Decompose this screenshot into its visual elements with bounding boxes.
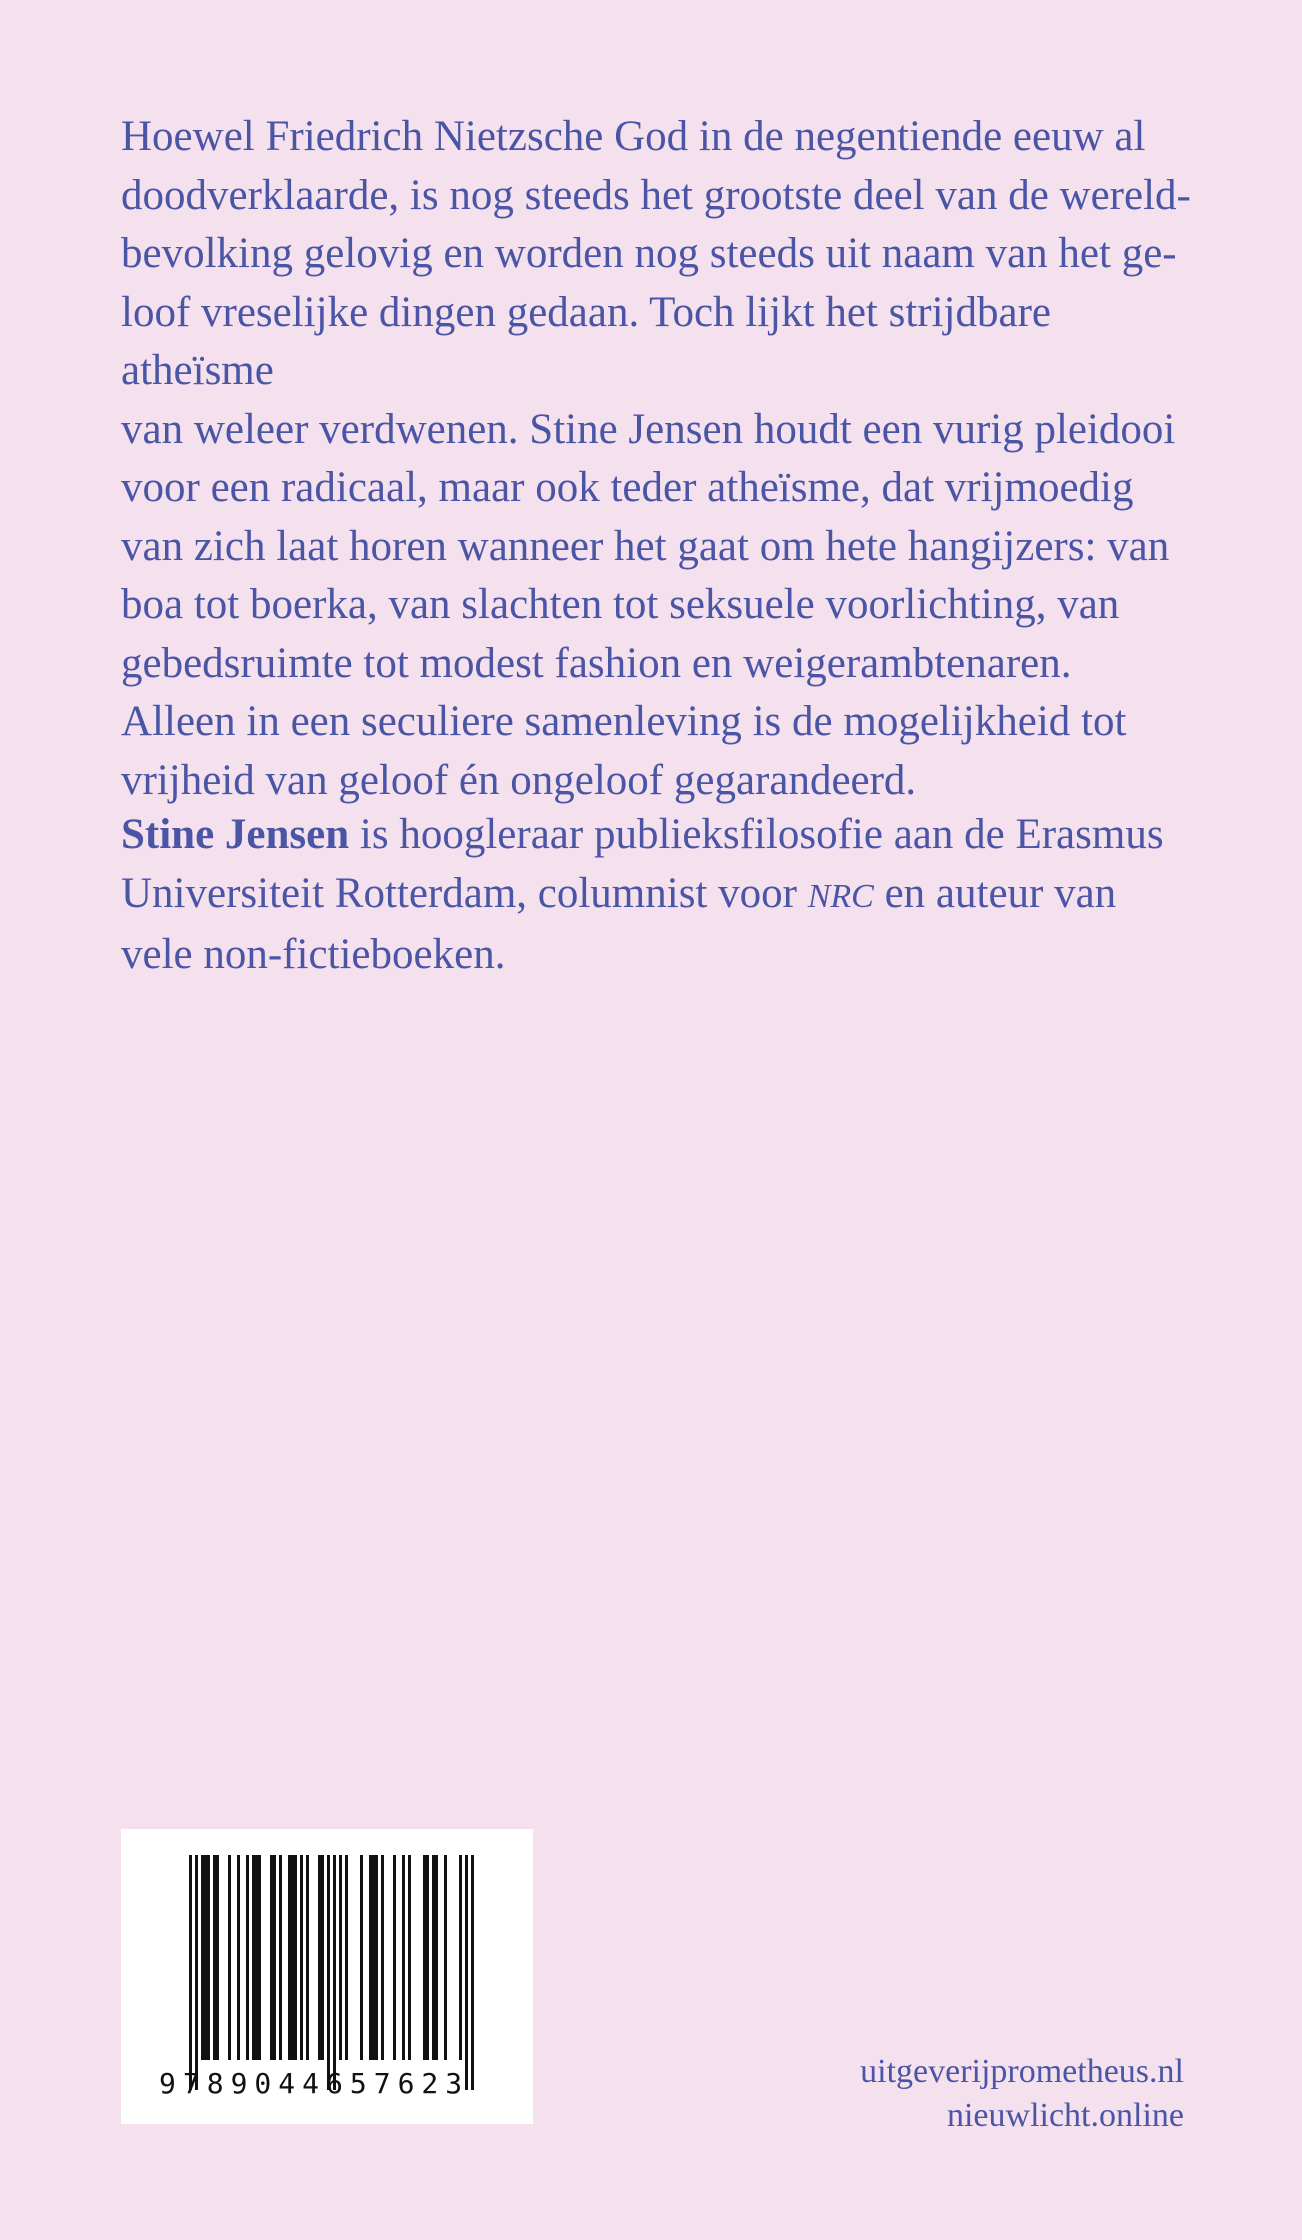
barcode-bar bbox=[270, 1855, 276, 2060]
blurb-line: loof vreselijke dingen gedaan. Toch lijkt het strijdbare atheïsme bbox=[121, 288, 1051, 394]
isbn-barcode bbox=[121, 1829, 533, 2124]
barcode-bar bbox=[465, 1855, 468, 2090]
barcode-bar bbox=[279, 1855, 282, 2060]
barcode-bar bbox=[318, 1855, 324, 2060]
barcode-bar bbox=[246, 1855, 249, 2060]
barcode-bar bbox=[393, 1855, 396, 2060]
publisher-url-link[interactable]: uitgeverijprometheus.nl bbox=[860, 2053, 1184, 2090]
barcode-bar bbox=[444, 1855, 447, 2060]
barcode-bar bbox=[402, 1855, 405, 2060]
newspaper-name: NRC bbox=[807, 877, 874, 915]
barcode-bar bbox=[228, 1855, 231, 2060]
barcode-bar bbox=[408, 1855, 411, 2060]
bio-text: en auteur van bbox=[873, 869, 1117, 917]
bio-line-3: vele non-fictieboeken. bbox=[121, 931, 506, 978]
author-name: Stine Jensen bbox=[121, 811, 350, 858]
blurb-line: gebedsruimte tot modest fashion en weigerambtenaren. bbox=[121, 639, 1072, 687]
blurb-line: van weleer verdwenen. Stine Jensen houdt een vurig pleidooi bbox=[121, 405, 1176, 453]
barcode-bar bbox=[471, 1855, 474, 2090]
barcode-bar bbox=[333, 1855, 336, 2090]
blurb-line: doodverklaarde, is nog steeds het grootste deel van de wereld- bbox=[121, 171, 1191, 219]
barcode-bar bbox=[213, 1855, 219, 2060]
bio-text: is hoogleraar publieksfilosofie aan de Erasmus bbox=[349, 811, 1164, 858]
barcode-bar bbox=[189, 1855, 192, 2090]
barcode-bar bbox=[345, 1855, 348, 2060]
publisher-links bbox=[860, 2050, 1184, 2138]
barcode-bar bbox=[306, 1855, 309, 2060]
author-bio bbox=[121, 806, 1196, 985]
barcode-bar bbox=[369, 1855, 378, 2060]
bio-text: Universiteit Rotterdam, columnist voor bbox=[121, 869, 808, 917]
barcode-bar bbox=[360, 1855, 363, 2060]
blurb-line: vrijheid van geloof én ongeloof gegarandeerd. bbox=[121, 756, 917, 804]
barcode-bar bbox=[327, 1855, 330, 2090]
blurb-text bbox=[121, 108, 1196, 810]
barcode-bar bbox=[339, 1855, 342, 2060]
barcode-bar bbox=[300, 1855, 303, 2060]
barcode-bar bbox=[288, 1855, 297, 2060]
barcode-bar bbox=[432, 1855, 438, 2060]
bio-line-1 bbox=[121, 806, 1196, 865]
imprint-url-link[interactable]: nieuwlicht.online bbox=[946, 2097, 1184, 2134]
blurb-line: voor een radicaal, maar ook teder atheïsme, dat vrijmoedig bbox=[121, 464, 1134, 511]
barcode-bar bbox=[252, 1855, 261, 2060]
isbn-number: 9789044657623 bbox=[159, 2067, 470, 2100]
barcode-bar bbox=[423, 1855, 429, 2060]
barcode-bar bbox=[459, 1855, 462, 2060]
barcode-bar bbox=[381, 1855, 384, 2060]
blurb-line: Hoewel Friedrich Nietzsche God in de negentiende eeuw al bbox=[121, 113, 1146, 160]
barcode-bar bbox=[195, 1855, 198, 2090]
blurb-line: boa tot boerka, van slachten tot seksuele voorlichting, van bbox=[121, 581, 1120, 628]
bio-line-2 bbox=[121, 865, 1196, 927]
blurb-line: van zich laat horen wanneer het gaat om hete hangijzers: van bbox=[121, 522, 1170, 570]
blurb-line: Alleen in een seculiere samenleving is de mogelijkheid tot bbox=[121, 698, 1127, 745]
barcode-bar bbox=[201, 1855, 210, 2060]
barcode-bar bbox=[237, 1855, 240, 2060]
blurb-line: bevolking gelovig en worden nog steeds uit naam van het ge- bbox=[121, 230, 1177, 277]
